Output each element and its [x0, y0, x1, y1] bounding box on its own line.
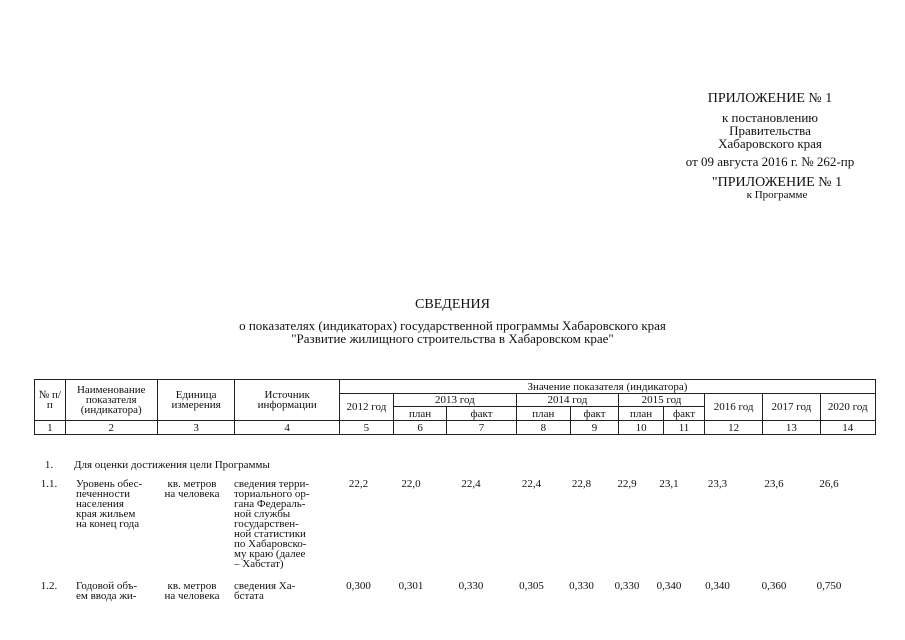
decree-date: от 09 августа 2016 г. № 262-пр: [685, 154, 855, 169]
value-2016: 23,3: [707, 478, 728, 490]
row-source-line: по Хабаровско-: [234, 538, 307, 550]
value-2014-plan: 22,4: [521, 478, 542, 490]
value-2015-fact: 0,340: [656, 580, 682, 592]
row-num: 1.1.: [40, 478, 58, 490]
col-number: 8: [516, 421, 570, 435]
value-2016: 0,340: [705, 580, 730, 592]
value-2013-fact: 0,330: [458, 580, 484, 592]
col-number: 14: [820, 421, 875, 435]
appendix-title: ПРИЛОЖЕНИЕ № 1: [707, 91, 833, 106]
head-2013-plan: план: [394, 407, 447, 421]
value-2014-fact: 22,8: [571, 478, 592, 490]
row-unit-line: кв. метров: [167, 478, 217, 490]
row-name: [76, 581, 164, 601]
col-number: 10: [619, 421, 664, 435]
section-num: 1.: [44, 459, 54, 471]
col-number: 13: [763, 421, 820, 435]
section-text: Для оценки достижения цели Программы: [74, 459, 270, 471]
col-number: 3: [157, 421, 235, 435]
col-number: 5: [339, 421, 393, 435]
col-number: 11: [664, 421, 705, 435]
value-2013-plan: 22,0: [401, 478, 421, 490]
row-unit: [154, 581, 230, 601]
value-2013-fact: 22,4: [461, 478, 481, 490]
head-num: № п/п: [35, 380, 66, 421]
value-2017: 0,360: [761, 580, 787, 592]
col-number: 12: [704, 421, 762, 435]
row-source-line: государствен-: [234, 518, 299, 530]
program-appendix-title: "ПРИЛОЖЕНИЕ № 1: [711, 175, 843, 190]
value-2013-plan: 0,301: [398, 580, 424, 592]
value-2020: 0,750: [816, 580, 842, 592]
value-2017: 23,6: [764, 478, 784, 490]
title-main: СВЕДЕНИЯ: [415, 297, 490, 312]
column-numbers-row: [35, 421, 876, 435]
row-source: [234, 581, 334, 601]
head-2014: 2014 год: [516, 394, 618, 407]
row-source-line: – Хабстат): [234, 558, 284, 570]
row-source-line: бстата: [234, 590, 264, 602]
row-source-line: сведения терри-: [234, 478, 310, 490]
row-name-line: Годовой объ-: [76, 580, 138, 592]
col-number: 7: [447, 421, 517, 435]
head-2013: 2013 год: [394, 394, 517, 407]
head-2015-fact: факт: [664, 407, 705, 421]
row-name-line: ем ввода жи-: [76, 590, 137, 602]
value-2020: 26,6: [819, 478, 839, 490]
decree-line-3: Хабаровского края: [718, 136, 822, 151]
head-unit: Единица измерения: [157, 380, 235, 421]
head-2015: 2015 год: [619, 394, 705, 407]
row-source-line: ной службы: [234, 508, 291, 520]
value-2014-plan: 0,305: [519, 580, 544, 592]
row-name-line: печенности: [76, 488, 131, 500]
head-2017: 2017 год: [763, 394, 820, 421]
row-source: [234, 479, 334, 569]
head-2015-plan: план: [619, 407, 664, 421]
value-2015-plan: 22,9: [617, 478, 637, 490]
row-unit-line: на человека: [164, 488, 220, 500]
head-2013-fact: факт: [447, 407, 517, 421]
head-source: Источник информации: [235, 380, 339, 421]
row-unit: [154, 479, 230, 499]
value-2014-fact: 0,330: [569, 580, 594, 592]
head-2016: 2016 год: [704, 394, 762, 421]
indicators-table-header: [34, 379, 876, 435]
col-number: 6: [394, 421, 447, 435]
col-number: 1: [35, 421, 66, 435]
head-2020: 2020 год: [820, 394, 875, 421]
value-2012: 0,300: [346, 580, 371, 592]
row-source-line: сведения Ха-: [234, 580, 296, 592]
row-name-line: края жильем: [76, 508, 136, 520]
title-sub-2: "Развитие жилищного строительства в Хабаровском крае": [291, 331, 614, 346]
appendix-header: [650, 92, 890, 202]
head-2014-fact: факт: [570, 407, 618, 421]
row-name-line: населения: [76, 498, 124, 510]
row-name-line: на конец года: [76, 518, 140, 530]
row-source-line: му краю (далее: [234, 548, 306, 560]
title-sub-1: о показателях (индикаторах) государственной программы Хабаровского края: [239, 318, 666, 333]
row-source-line: ной статистики: [234, 528, 306, 540]
row-name-line: Уровень обес-: [76, 478, 143, 490]
decree-line-2: Правительства: [729, 123, 811, 138]
row-source-line: гана Федераль-: [234, 498, 306, 510]
col-number: 2: [65, 421, 157, 435]
row-unit-line: кв. метров: [167, 580, 217, 592]
decree-line-1: к постановлению: [721, 110, 819, 125]
col-number: 9: [570, 421, 618, 435]
col-number: 4: [235, 421, 339, 435]
document-title: [150, 298, 755, 345]
row-name: [76, 479, 164, 529]
program-appendix-sub: к Программе: [746, 189, 808, 201]
value-2012: 22,2: [348, 478, 369, 490]
head-name: Наименование показателя (индикатора): [65, 380, 157, 421]
row-source-line: ториального ор-: [234, 488, 310, 500]
head-values: Значение показателя (индикатора): [339, 380, 875, 394]
value-2015-fact: 23,1: [659, 478, 679, 490]
value-2015-plan: 0,330: [614, 580, 640, 592]
row-num: 1.2.: [40, 580, 58, 592]
row-unit-line: на человека: [164, 590, 220, 602]
head-2014-plan: план: [516, 407, 570, 421]
head-2012: 2012 год: [339, 394, 393, 421]
